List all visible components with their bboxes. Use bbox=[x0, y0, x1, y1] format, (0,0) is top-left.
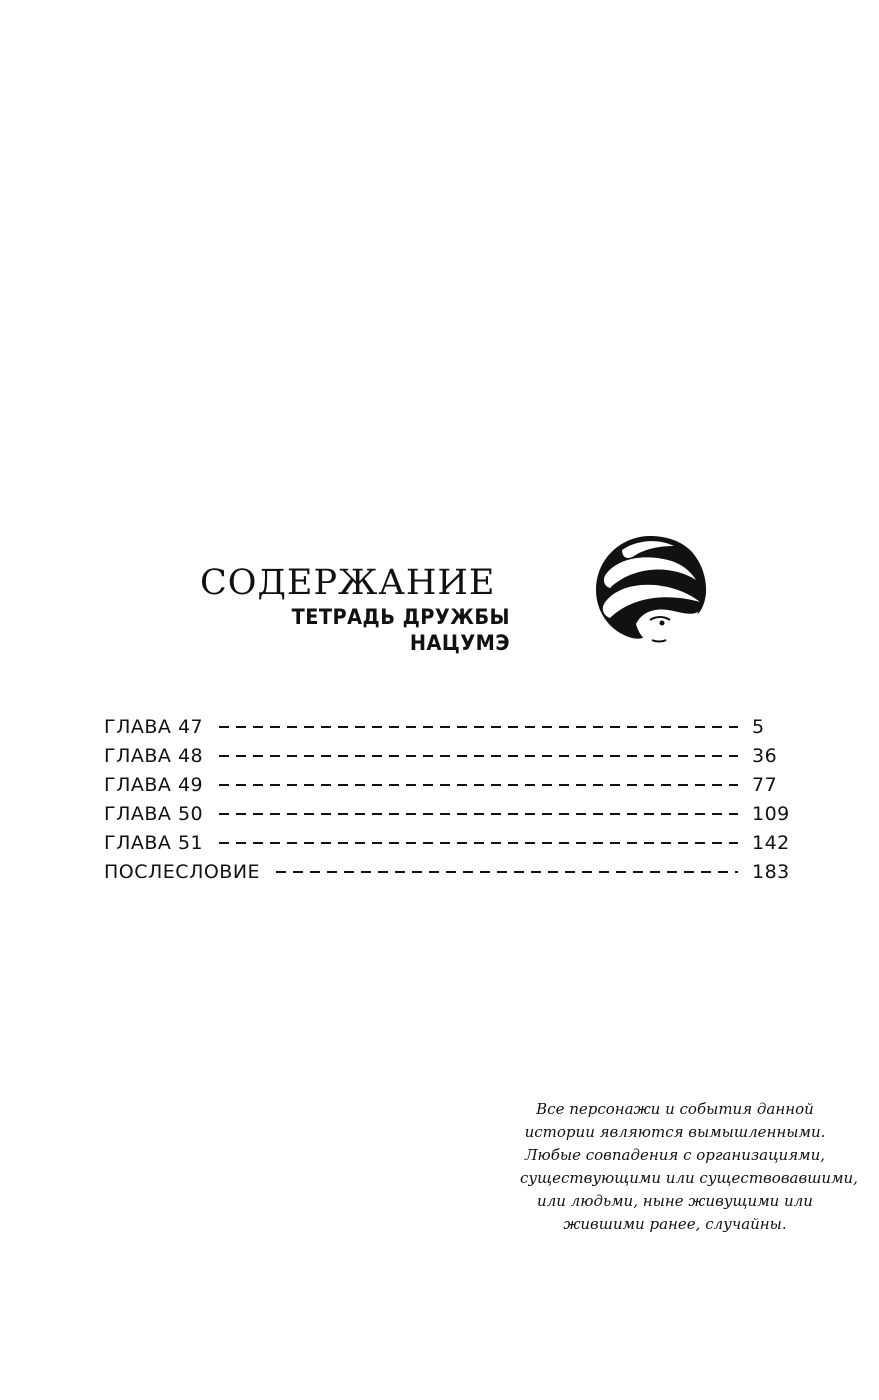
disclaimer-line: или людьми, ныне живущими или bbox=[537, 1192, 813, 1210]
toc-entry-page: 36 bbox=[752, 744, 778, 767]
series-title: ТЕТРАДЬ ДРУЖБЫ НАЦУМЭ bbox=[291, 605, 510, 655]
swirl-hair-face-icon bbox=[592, 528, 712, 648]
toc-entry-page: 5 bbox=[752, 715, 765, 738]
dash-leader bbox=[219, 813, 738, 815]
contents-heading bbox=[200, 562, 510, 656]
toc-entry-label: ГЛАВА 47 bbox=[104, 715, 204, 738]
disclaimer-line: истории являются вымышленными. bbox=[524, 1123, 826, 1141]
toc-entry-label: ГЛАВА 50 bbox=[104, 802, 204, 825]
toc-entry-label: ПОСЛЕСЛОВИЕ bbox=[104, 860, 261, 883]
toc-entry bbox=[104, 770, 804, 799]
toc-entry-label: ГЛАВА 49 bbox=[104, 773, 204, 796]
toc-entry bbox=[104, 857, 804, 886]
contents-list bbox=[104, 712, 804, 886]
dash-leader bbox=[219, 755, 738, 757]
toc-entry-label: ГЛАВА 48 bbox=[104, 744, 204, 767]
toc-entry bbox=[104, 712, 804, 741]
toc-entry-page: 142 bbox=[752, 831, 790, 854]
toc-entry-label: ГЛАВА 51 bbox=[104, 831, 204, 854]
disclaimer-line: жившими ранее, случайны. bbox=[563, 1215, 787, 1233]
disclaimer-line: существующими или существовавшими, bbox=[520, 1169, 858, 1187]
toc-entry-page: 183 bbox=[752, 860, 790, 883]
dash-leader bbox=[219, 726, 738, 728]
fiction-disclaimer bbox=[520, 1098, 858, 1236]
disclaimer-line: Все персонажи и события данной bbox=[536, 1100, 814, 1118]
page-title: СОДЕРЖАНИЕ bbox=[200, 563, 496, 603]
toc-entry bbox=[104, 828, 804, 857]
toc-entry-page: 109 bbox=[752, 802, 790, 825]
dash-leader bbox=[276, 871, 738, 873]
disclaimer-line: Любые совпадения с организациями, bbox=[524, 1146, 826, 1164]
toc-entry bbox=[104, 799, 804, 828]
toc-entry bbox=[104, 741, 804, 770]
dash-leader bbox=[219, 784, 738, 786]
toc-entry-page: 77 bbox=[752, 773, 778, 796]
dash-leader bbox=[219, 842, 738, 844]
